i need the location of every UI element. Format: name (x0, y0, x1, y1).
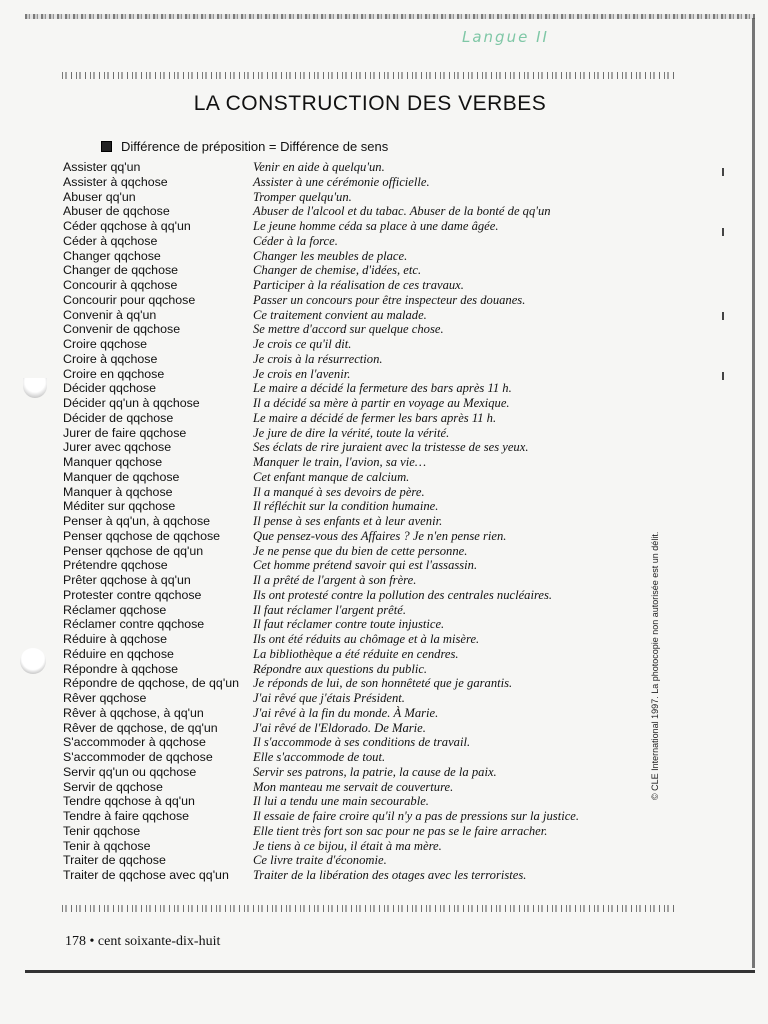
verb-construction: Décider de qqchose (63, 410, 174, 425)
verb-construction: Penser qqchose de qq'un (63, 543, 204, 558)
example-sentence: Se mettre d'accord sur quelque chose. (253, 322, 444, 337)
verb-construction: Penser à qq'un, à qqchose (63, 514, 211, 528)
section-heading-text: Différence de préposition = Différence de sens (121, 139, 389, 154)
verb-construction: Répondre de qqchose, de qq'un (63, 676, 239, 691)
example-sentence: La bibliothèque a été réduite en cendres. (253, 646, 459, 661)
example-sentence: Traiter de la libération des otages avec les terroristes. (253, 868, 527, 882)
verb-construction: Abuser qq'un (63, 189, 136, 204)
punch-hole (20, 648, 46, 674)
example-sentence: Servir ses patrons, la patrie, la cause de la paix. (253, 764, 497, 779)
example-sentence: Ils ont protesté contre la pollution des centrales nucléaires. (253, 587, 553, 602)
handwritten-note: Langue II (462, 28, 549, 46)
verb-construction: Réclamer qqchose (63, 602, 167, 617)
verb-construction: Traiter de qqchose (63, 853, 166, 868)
verb-construction: Prétendre qqchose (63, 558, 168, 573)
scan-mark (722, 168, 724, 176)
verb-construction: Protester contre qqchose (63, 587, 202, 602)
verb-construction: Manquer qqchose (63, 455, 163, 469)
example-sentence: Il a décidé sa mère à partir en voyage au Mexique. (253, 396, 510, 410)
verb-construction: Méditer sur qqchose (63, 499, 176, 514)
copyright-notice: © CLE International 1997. La photocopie non autorisée est un délit. (650, 531, 660, 800)
verb-construction: Rêver qqchose (63, 691, 147, 705)
verb-construction: Tenir qqchose (63, 823, 141, 838)
verb-construction: Tendre qqchose à qq'un (63, 794, 195, 809)
example-sentence: J'ai rêvé que j'étais Président. (253, 691, 405, 705)
example-sentence: Ce livre traite d'économie. (253, 853, 387, 868)
verb-construction: Réduire en qqchose (63, 646, 174, 661)
example-sentence: Abuser de l'alcool et du tabac. Abuser de la bonté de qq'un (253, 204, 551, 219)
example-sentence: Il essaie de faire croire qu'il n'y a pas de pressions sur la justice. (253, 809, 580, 823)
footer-bullet: • (89, 934, 95, 949)
verb-construction: Assister à qqchose (63, 174, 168, 189)
example-sentence: Ce traitement convient au malade. (253, 307, 427, 322)
verb-construction: Changer qqchose (63, 248, 161, 263)
example-sentence: Je crois ce qu'il dit. (253, 337, 352, 351)
page-number-words: cent soixante-dix-huit (97, 934, 221, 949)
example-sentence: Tromper quelqu'un. (253, 189, 352, 204)
verb-construction: Traiter de qqchose avec qq'un (63, 868, 229, 882)
example-sentence: Je crois à la résurrection. (253, 351, 383, 366)
verb-construction: Concourir à qqchose (63, 278, 178, 292)
punch-hole (23, 378, 47, 398)
example-sentence: Il a manqué à ses devoirs de père. (253, 484, 425, 499)
verb-construction: Changer de qqchose (63, 263, 179, 278)
verb-construction: Céder à qqchose (63, 233, 158, 248)
scan-mark (722, 312, 724, 320)
example-sentence: Répondre aux questions du public. (253, 661, 428, 676)
decorative-band-bottom (62, 905, 674, 912)
verb-construction: Jurer avec qqchose (63, 440, 172, 455)
example-sentence: Assister à une cérémonie officielle. (253, 174, 430, 189)
verb-construction: Réclamer contre qqchose (63, 617, 205, 632)
verb-construction: Réduire à qqchose (63, 632, 168, 646)
verb-construction: Abuser de qqchose (63, 204, 170, 219)
verb-construction: Convenir de qqchose (63, 322, 181, 337)
example-sentence: Ils ont été réduits au chômage et à la misère. (253, 632, 480, 646)
example-sentence: Céder à la force. (253, 233, 338, 248)
example-sentence: Je crois en l'avenir. (253, 366, 351, 381)
example-sentence: Je ne pense que du bien de cette personne. (253, 543, 468, 558)
example-sentence: Il faut réclamer contre toute injustice. (253, 617, 445, 632)
page-edge-line (752, 18, 755, 968)
example-sentence: Changer de chemise, d'idées, etc. (253, 263, 422, 278)
verb-construction: Croire qqchose (63, 337, 148, 351)
example-sentence: Le maire a décidé de fermer les bars après 11 h. (253, 410, 497, 425)
example-sentence: Changer les meubles de place. (253, 248, 408, 263)
example-sentence: Il pense à ses enfants et à leur avenir. (253, 514, 443, 528)
square-bullet-icon (101, 141, 112, 152)
verb-construction: Prêter qqchose à qq'un (63, 573, 191, 587)
verb-construction: Tenir à qqchose (63, 838, 151, 853)
verb-construction: S'accommoder à qqchose (63, 735, 206, 750)
example-sentence: J'ai rêvé de l'Eldorado. De Marie. (253, 720, 426, 735)
example-sentence: Ses éclats de rire juraient avec la tristesse de ses yeux. (253, 440, 529, 455)
example-sentence: Passer un concours pour être inspecteur des douanes. (253, 292, 526, 307)
example-sentence: Je tiens à ce bijou, il était à ma mère. (253, 838, 442, 853)
scan-artifact-top (25, 14, 755, 19)
example-sentence: Il faut réclamer l'argent prêté. (253, 602, 406, 617)
verb-construction: Jurer de faire qqchose (63, 425, 187, 440)
page-title: LA CONSTRUCTION DES VERBES (193, 92, 547, 115)
example-sentence: Il s'accommode à ses conditions de travail. (253, 735, 471, 750)
verb-construction: Céder qqchose à qq'un (63, 219, 191, 233)
example-sentence: Manquer le train, l'avion, sa vie… (253, 455, 427, 469)
verb-construction: Croire en qqchose (63, 366, 165, 381)
verb-construction: S'accommoder de qqchose (63, 750, 213, 764)
verb-construction: Répondre à qqchose (63, 661, 179, 676)
example-sentence: Que pensez-vous des Affaires ? Je n'en pense rien. (253, 528, 507, 543)
verb-construction: Rêver de qqchose, de qq'un (63, 720, 218, 735)
example-sentence: Elle tient très fort son sac pour ne pas se le faire arracher. (253, 823, 548, 838)
example-sentence: Il a prêté de l'argent à son frère. (253, 573, 417, 587)
scan-mark (722, 228, 724, 236)
verb-construction: Concourir pour qqchose (63, 292, 196, 307)
example-sentence: Mon manteau me servait de couverture. (253, 779, 454, 794)
example-sentence: Il réfléchit sur la condition humaine. (253, 499, 439, 514)
verb-construction: Assister qq'un (63, 160, 141, 174)
example-sentence: Cet homme prétend savoir qui est l'assassin. (253, 558, 478, 573)
bottom-rule (25, 970, 755, 973)
verb-construction: Servir de qqchose (63, 779, 163, 794)
example-sentence: Je réponds de lui, de son honnêteté que je garantis. (253, 676, 513, 691)
example-sentence: Cet enfant manque de calcium. (253, 469, 410, 484)
page-number: 178 (65, 934, 86, 949)
example-sentence: Elle s'accommode de tout. (253, 750, 386, 764)
scan-mark (722, 372, 724, 380)
verb-construction: Manquer de qqchose (63, 469, 180, 484)
example-sentence: Le jeune homme céda sa place à une dame âgée. (253, 219, 499, 233)
page-footer (65, 934, 220, 950)
example-sentence: Je jure de dire la vérité, toute la vérité. (253, 425, 450, 440)
verb-construction: Rêver à qqchose, à qq'un (63, 705, 204, 720)
verb-construction: Servir qq'un ou qqchose (63, 764, 197, 779)
example-sentence: J'ai rêvé à la fin du monde. À Marie. (253, 705, 439, 720)
verb-construction: Convenir à qq'un (63, 307, 157, 322)
verb-construction: Penser qqchose de qqchose (63, 528, 221, 543)
example-sentence: Il lui a tendu une main secourable. (253, 794, 429, 809)
example-sentence: Le maire a décidé la fermeture des bars après 11 h. (253, 381, 512, 396)
verb-construction: Manquer à qqchose (63, 484, 173, 499)
verb-construction: Croire à qqchose (63, 351, 158, 366)
example-sentence: Participer à la réalisation de ces travaux. (253, 278, 464, 292)
section-heading (101, 139, 388, 154)
verb-construction: Décider qq'un à qqchose (63, 396, 200, 410)
verb-construction: Tendre à faire qqchose (63, 809, 190, 823)
example-sentence: Venir en aide à quelqu'un. (253, 160, 385, 174)
decorative-band-top (62, 72, 674, 79)
verb-construction: Décider qqchose (63, 381, 156, 396)
